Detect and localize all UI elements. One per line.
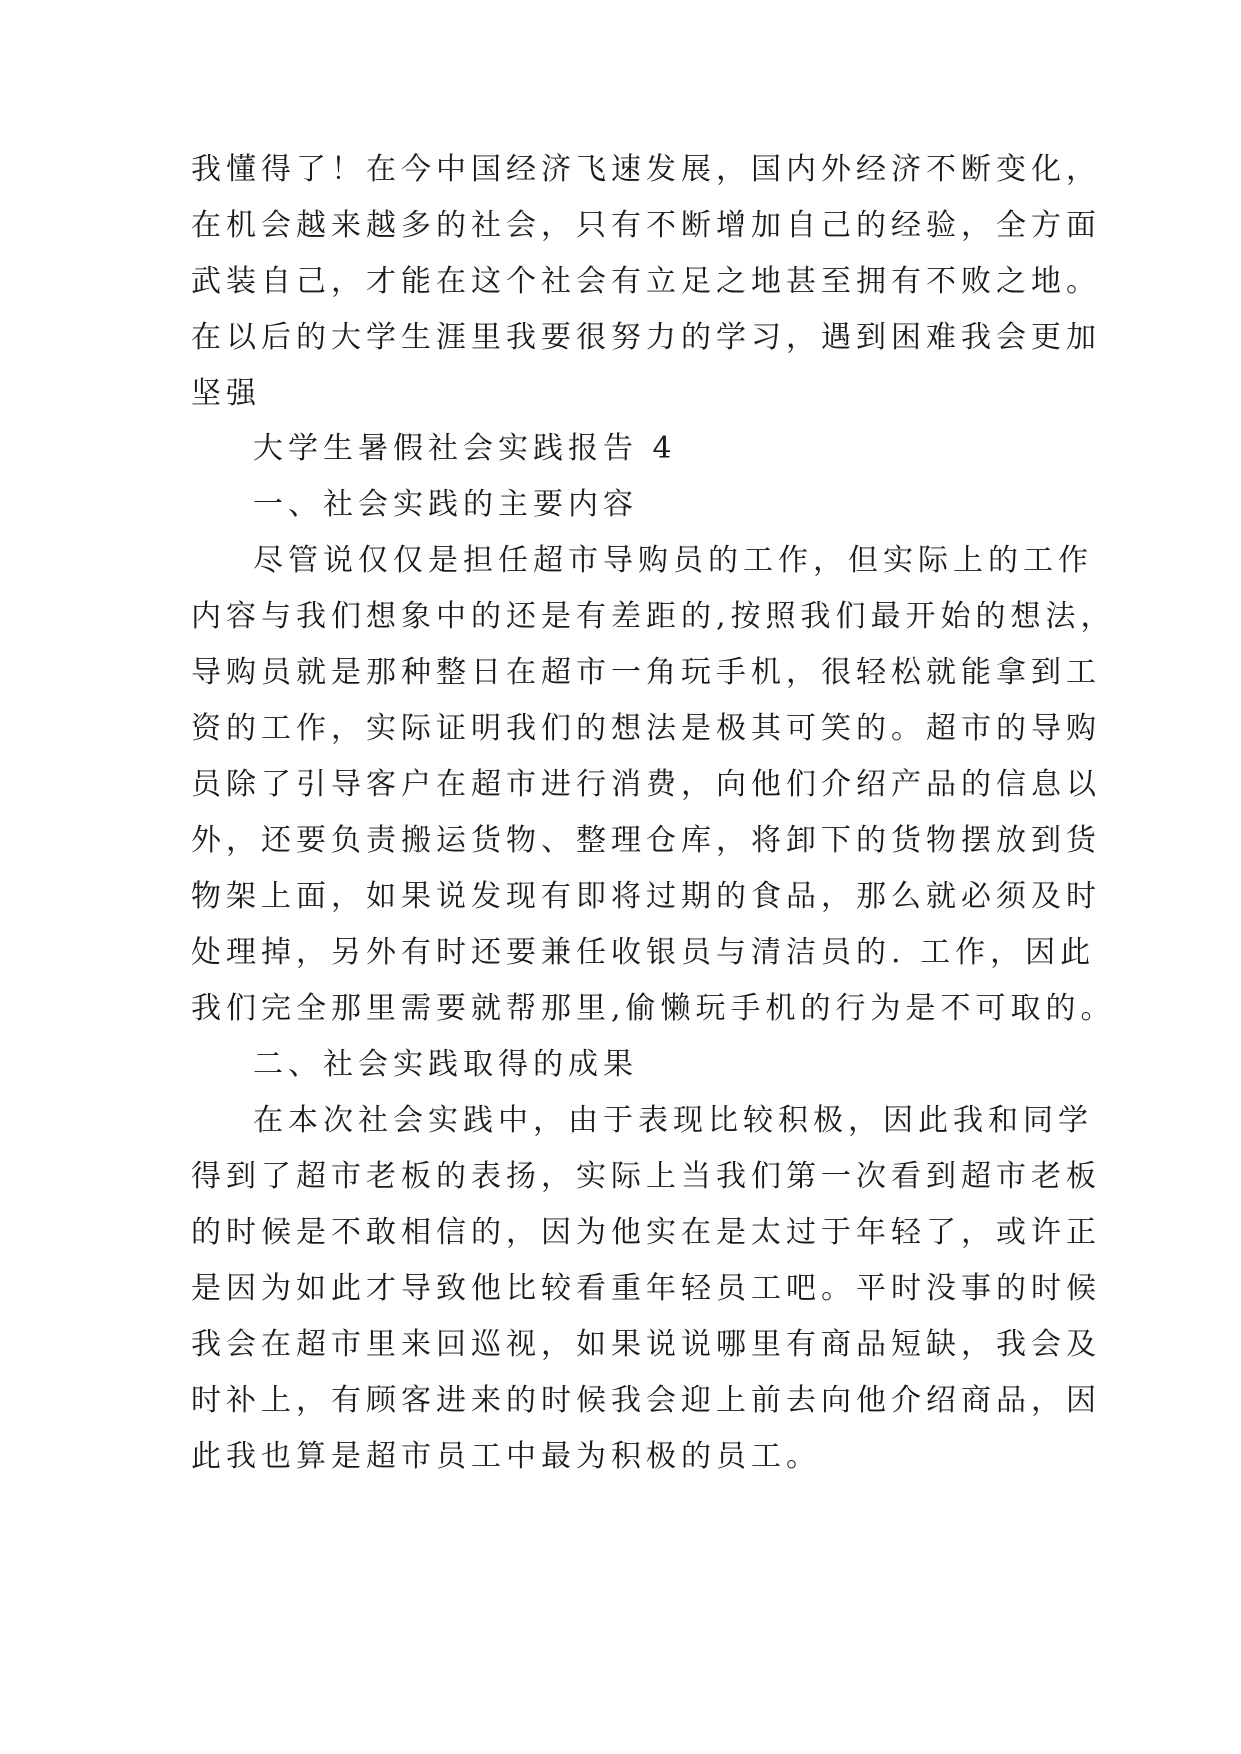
paragraph-line: 尽管说仅仅是担任超市导购员的工作，但实际上的工作 (253, 543, 1093, 578)
paragraph-line: 时补上，有顾客进来的时候我会迎上前去向他介绍商品，因 (191, 1383, 1101, 1418)
paragraph-line: 坚强 (191, 376, 261, 411)
paragraph-line: 是因为如此才导致他比较看重年轻员工吧。平时没事的时候 (191, 1271, 1101, 1306)
paragraph-line: 物架上面，如果说发现有即将过期的食品，那么就必须及时 (191, 879, 1101, 914)
paragraph-line: 此我也算是超市员工中最为积极的员工。 (191, 1439, 821, 1474)
paragraph-line: 我们完全那里需要就帮那里,偷懒玩手机的行为是不可取的。 (191, 991, 1116, 1026)
paragraph-line: 在机会越来越多的社会，只有不断增加自己的经验，全方面 (191, 208, 1101, 243)
paragraph-line: 在以后的大学生涯里我要很努力的学习，遇到困难我会更加 (191, 320, 1101, 355)
paragraph-line: 导购员就是那种整日在超市一角玩手机，很轻松就能拿到工 (191, 655, 1101, 690)
paragraph-line: 在本次社会实践中，由于表现比较积极，因此我和同学 (253, 1103, 1093, 1138)
paragraph-line: 内容与我们想象中的还是有差距的,按照我们最开始的想法， (191, 599, 1116, 634)
paragraph-line: 处理掉，另外有时还要兼任收银员与清洁员的. 工作，因此 (191, 935, 1096, 970)
paragraph-line: 我懂得了！在今中国经济飞速发展，国内外经济不断变化， (191, 152, 1101, 187)
section-heading: 一、社会实践的主要内容 (253, 487, 638, 522)
paragraph-line: 资的工作，实际证明我们的想法是极其可笑的。超市的导购 (191, 711, 1101, 746)
section-title: 大学生暑假社会实践报告 4 (253, 431, 677, 466)
section-heading: 二、社会实践取得的成果 (253, 1047, 638, 1082)
paragraph-line: 武装自己，才能在这个社会有立足之地甚至拥有不败之地。 (191, 264, 1101, 299)
paragraph-line: 我会在超市里来回巡视，如果说说哪里有商品短缺，我会及 (191, 1327, 1101, 1362)
paragraph-line: 得到了超市老板的表扬，实际上当我们第一次看到超市老板 (191, 1159, 1101, 1194)
paragraph-line: 外，还要负责搬运货物、整理仓库，将卸下的货物摆放到货 (191, 823, 1101, 858)
paragraph-line: 的时候是不敢相信的，因为他实在是太过于年轻了，或许正 (191, 1215, 1101, 1250)
paragraph-line: 员除了引导客户在超市进行消费，向他们介绍产品的信息以 (191, 767, 1101, 802)
